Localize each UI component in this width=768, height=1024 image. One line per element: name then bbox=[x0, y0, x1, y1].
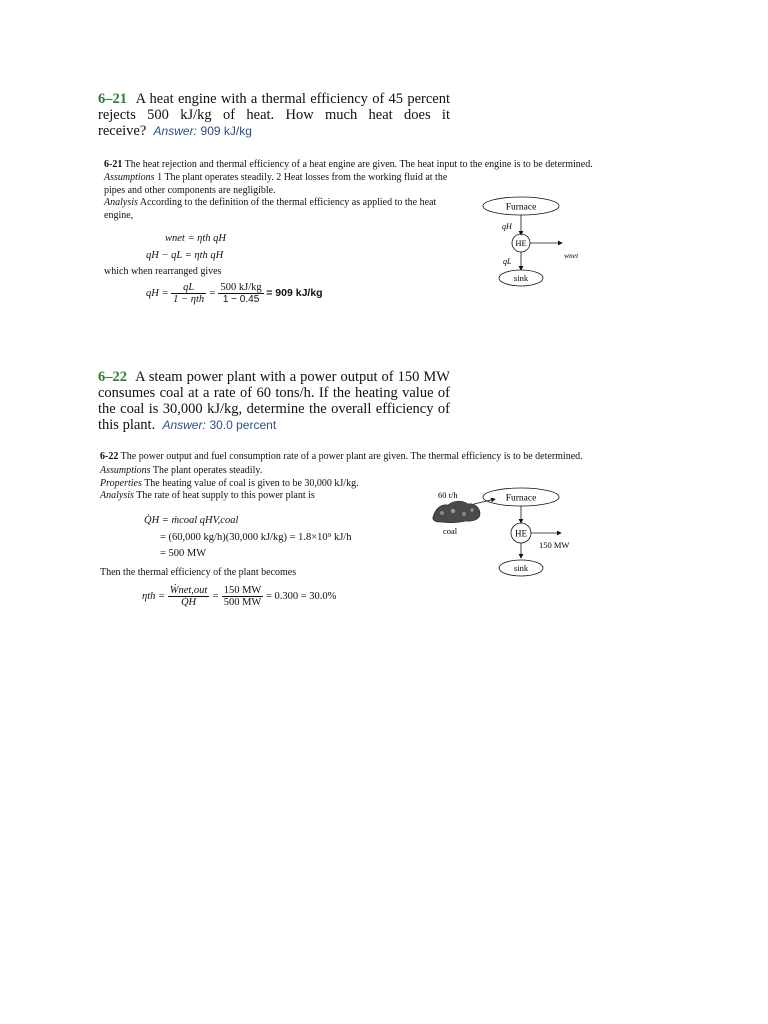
assumptions-text: The plant operates steadily. bbox=[152, 465, 263, 476]
heat-engine-diagram-6-21 bbox=[470, 190, 620, 290]
equation-lhs: ηth = bbox=[142, 590, 166, 602]
equation-wnet: wnet = ηth qH bbox=[165, 233, 227, 244]
coal-pile-detail bbox=[462, 512, 466, 516]
problem-number: 6–22 bbox=[98, 369, 127, 385]
fraction-denominator: 1 − 0.45 bbox=[222, 294, 260, 305]
equation-qh-result: qH = $\frac{qL}{\text{1 − ηth}}$ = $\frac{500 kJ/kg}{1 - 0.45}$ = 909 kJ/kg bbox=[146, 282, 323, 305]
sink-label: sink bbox=[513, 273, 529, 283]
equation-heat-supply-value: = (60,000 kg/h)(30,000 kJ/kg) = 1.8×10⁹ kJ/h bbox=[160, 532, 352, 543]
solution-6-21-body bbox=[104, 172, 449, 222]
equation-heat-supply: Q̇H = ṁcoal qHV,coal bbox=[144, 515, 239, 526]
equation-qh-ql: qH − qL = ηth qH bbox=[146, 250, 224, 261]
coal-pile-detail bbox=[451, 509, 455, 513]
solution-number: 6-22 bbox=[100, 451, 119, 462]
analysis-text: The rate of heat supply to this power plant is bbox=[136, 490, 315, 501]
answer-value: 30.0 percent bbox=[209, 418, 277, 432]
equation-result: = 909 kJ/kg bbox=[266, 286, 323, 299]
coal-rate-label: 60 t/h bbox=[438, 490, 458, 500]
problem-text: A heat engine with a thermal efficiency of 45 percent rejects 500 kJ/kg of heat. How much heat does it receive? bbox=[98, 91, 450, 139]
equation-result: = 0.300 = 30.0% bbox=[265, 590, 337, 602]
coal-label: coal bbox=[443, 526, 458, 536]
problem-text: A steam power plant with a power output of 150 MW consumes coal at a rate of 60 tons/h. If the heating value of the coal is 30,000 kJ/kg, determine the overall efficiency of this plant. bbox=[98, 369, 450, 433]
solution-heading-text: The heat rejection and thermal efficiency of a heat engine are given. The heat input to the engine is to be determined. bbox=[124, 159, 593, 170]
fraction-numerator: qL bbox=[171, 282, 206, 294]
sink-label: sink bbox=[513, 563, 529, 573]
properties-label: Properties bbox=[100, 477, 142, 489]
assumptions-text: 1 The plant operates steadily. 2 Heat losses from the working fluid at the pipes and other components are negligible. bbox=[104, 172, 448, 196]
assumptions-label: Assumptions bbox=[104, 172, 155, 183]
answer-label: Answer: bbox=[162, 418, 206, 432]
coal-pile-detail bbox=[440, 511, 444, 515]
qh-label: qH bbox=[502, 222, 512, 231]
equation-heat-supply-mw: = 500 MW bbox=[160, 548, 207, 559]
furnace-label: Furnace bbox=[505, 202, 537, 213]
answer-label: Answer: bbox=[153, 124, 197, 138]
problem-6-22 bbox=[98, 369, 450, 433]
solution-6-21-heading bbox=[104, 159, 664, 172]
problem-number: 6–21 bbox=[98, 91, 127, 107]
fraction-symbolic bbox=[171, 282, 206, 305]
fraction-numeric bbox=[222, 585, 264, 608]
solution-number: 6-21 bbox=[104, 159, 123, 170]
fraction-denominator: Q̇H bbox=[180, 597, 197, 608]
analysis-text: According to the definition of the thermal efficiency as applied to the heat engine, bbox=[104, 197, 437, 221]
solution-6-22-heading bbox=[100, 451, 660, 464]
solution-6-22-body bbox=[100, 465, 430, 503]
rearranged-text: which when rearranged gives bbox=[104, 266, 222, 277]
problem-6-21 bbox=[98, 91, 450, 139]
he-label: HE bbox=[515, 238, 527, 248]
furnace-label: Furnace bbox=[505, 493, 537, 504]
fraction-numerator: Ẇnet,out bbox=[169, 585, 208, 596]
fraction-numerator: 150 MW bbox=[223, 585, 262, 596]
assumptions-label: Assumptions bbox=[100, 465, 151, 476]
equation-lhs: qH = bbox=[146, 287, 169, 299]
fraction-denominator: 1 − ηth bbox=[173, 294, 205, 305]
ql-label: qL bbox=[503, 257, 512, 266]
equation-efficiency: ηth = $\frac{\text{Ẇnet,out}}{Q̇H}$ = $\frac{150 MW}{500 MW}$ = 0.300 = 30.0% bbox=[142, 585, 337, 608]
solution-heading-text: The power output and fuel consumption rate of a power plant are given. The thermal efficiency is to be determined. bbox=[120, 451, 583, 462]
fraction-numeric bbox=[218, 282, 263, 305]
fraction-symbolic bbox=[168, 585, 210, 608]
analysis-label: Analysis bbox=[100, 490, 134, 501]
analysis-label: Analysis bbox=[104, 197, 138, 208]
properties-text: The heating value of coal is given to be 30,000 kJ/kg. bbox=[144, 477, 359, 489]
then-text: Then the thermal efficiency of the plant becomes bbox=[100, 567, 297, 578]
power-label: 150 MW bbox=[539, 540, 570, 550]
coal-pile-icon bbox=[433, 501, 480, 523]
fraction-denominator: 500 MW bbox=[223, 597, 262, 608]
power-plant-diagram-6-22 bbox=[428, 482, 608, 582]
answer-value: 909 kJ/kg bbox=[200, 124, 252, 138]
coal-pile-detail bbox=[470, 508, 473, 511]
he-label: HE bbox=[515, 528, 527, 539]
wnet-label: wnet bbox=[564, 251, 579, 260]
fraction-numerator: 500 kJ/kg bbox=[220, 282, 262, 293]
